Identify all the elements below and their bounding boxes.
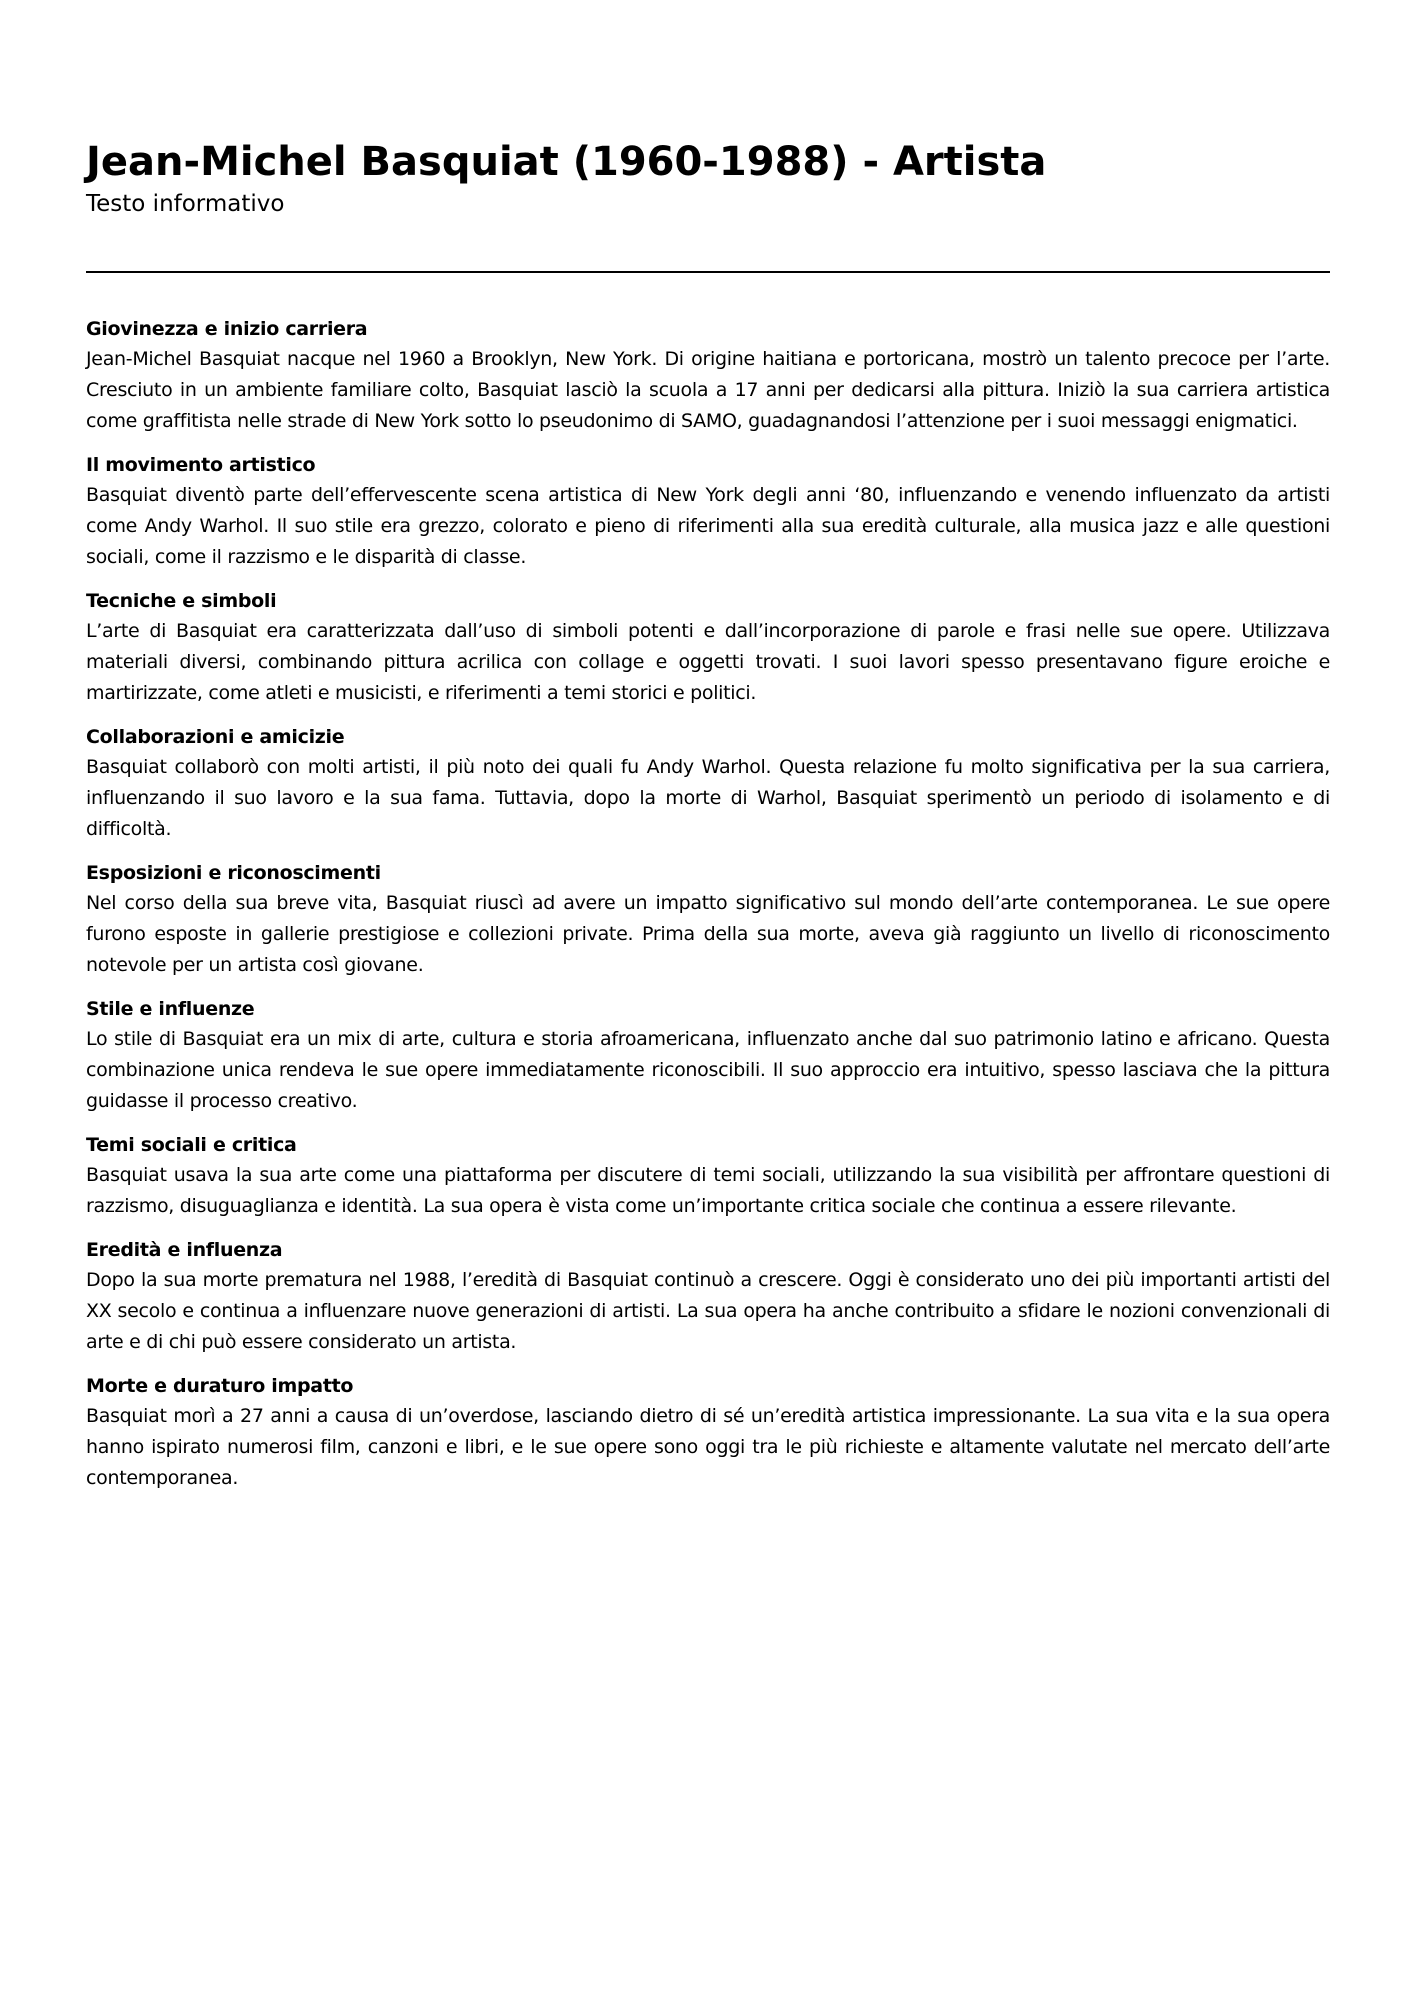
section-body: Basquiat morì a 27 anni a causa di un’overdose, lasciando dietro di sé un’eredità artistica impressionante. La sua vita e la sua opera hanno ispirato numerosi film, canzoni e libri, e le sue opere sono oggi tra le più richieste e altamente valutate nel mercato dell’arte contemporanea. [86,1405,1330,1489]
section-esposizioni [86,858,1330,981]
section-tecniche [86,586,1330,709]
section-body: Basquiat usava la sua arte come una piattaforma per discutere di temi sociali, utilizzando la sua visibilità per affrontare questioni di razzismo, disuguaglianza e identità. La sua opera è vista come un’importante critica sociale che continua a essere rilevante. [86,1164,1330,1217]
section-body: Jean-Michel Basquiat nacque nel 1960 a Brooklyn, New York. Di origine haitiana e portoricana, mostrò un talento precoce per l’arte. Cresciuto in un ambiente familiare colto, Basquiat lasciò la scuola a 17 anni per dedicarsi alla pittura. Iniziò la sua carriera artistica come graffitista nelle strade di New York sotto lo pseudonimo di SAMO, guadagnandosi l’attenzione per i suoi messaggi enigmatici. [86,348,1330,432]
page-subtitle: Testo informativo [86,191,285,217]
section-heading: Giovinezza e inizio carriera [86,318,368,340]
section-body: L’arte di Basquiat era caratterizzata dall’uso di simboli potenti e dall’incorporazione di parole e frasi nelle sue opere. Utilizzava materiali diversi, combinando pittura acrilica con collage e oggetti trovati. I suoi lavori spesso presentavano figure eroiche e martirizzate, come atleti e musicisti, e riferimenti a temi storici e politici. [86,620,1330,704]
sections-container [86,314,1330,1507]
section-stile [86,994,1330,1117]
section-body: Basquiat collaborò con molti artisti, il più noto dei quali fu Andy Warhol. Questa relazione fu molto significativa per la sua carriera, influenzando il suo lavoro e la sua fama. Tuttavia, dopo la morte di Warhol, Basquiat sperimentò un periodo di isolamento e di difficoltà. [86,756,1330,840]
section-movimento [86,450,1330,573]
section-body: Lo stile di Basquiat era un mix di arte, cultura e storia afroamericana, influenzato anche dal suo patrimonio latino e africano. Questa combinazione unica rendeva le sue opere immediatamente riconoscibili. Il suo approccio era intuitivo, spesso lasciava che la pittura guidasse il processo creativo. [86,1028,1330,1112]
section-heading: Il movimento artistico [86,454,316,476]
section-body: Nel corso della sua breve vita, Basquiat riuscì ad avere un impatto significativo sul mondo dell’arte contemporanea. Le sue opere furono esposte in gallerie prestigiose e collezioni private. Prima della sua morte, aveva già raggiunto un livello di riconoscimento notevole per un artista così giovane. [86,892,1330,976]
page-title: Jean-Michel Basquiat (1960-1988) - Artista [86,139,1047,185]
section-heading: Stile e influenze [86,998,255,1020]
section-heading: Morte e duraturo impatto [86,1375,354,1397]
section-heading: Temi sociali e critica [86,1134,297,1156]
section-heading: Eredità e influenza [86,1239,283,1261]
section-body: Basquiat diventò parte dell’effervescente scena artistica di New York degli anni ‘80, influenzando e venendo influenzato da artisti come Andy Warhol. Il suo stile era grezzo, colorato e pieno di riferimenti alla sua eredità culturale, alla musica jazz e alle questioni sociali, come il razzismo e le disparità di classe. [86,484,1330,568]
section-body: Dopo la sua morte prematura nel 1988, l’eredità di Basquiat continuò a crescere. Oggi è considerato uno dei più importanti artisti del XX secolo e continua a influenzare nuove generazioni di artisti. La sua opera ha anche contribuito a sfidare le nozioni convenzionali di arte e di chi può essere considerato un artista. [86,1269,1330,1353]
section-heading: Tecniche e simboli [86,590,277,612]
section-giovinezza [86,314,1330,437]
section-heading: Esposizioni e riconoscimenti [86,862,381,884]
section-heading: Collaborazioni e amicizie [86,726,345,748]
title-divider [86,271,1330,273]
section-eredita [86,1235,1330,1358]
section-morte [86,1371,1330,1494]
section-collaborazioni [86,722,1330,845]
section-temi-sociali [86,1130,1330,1222]
